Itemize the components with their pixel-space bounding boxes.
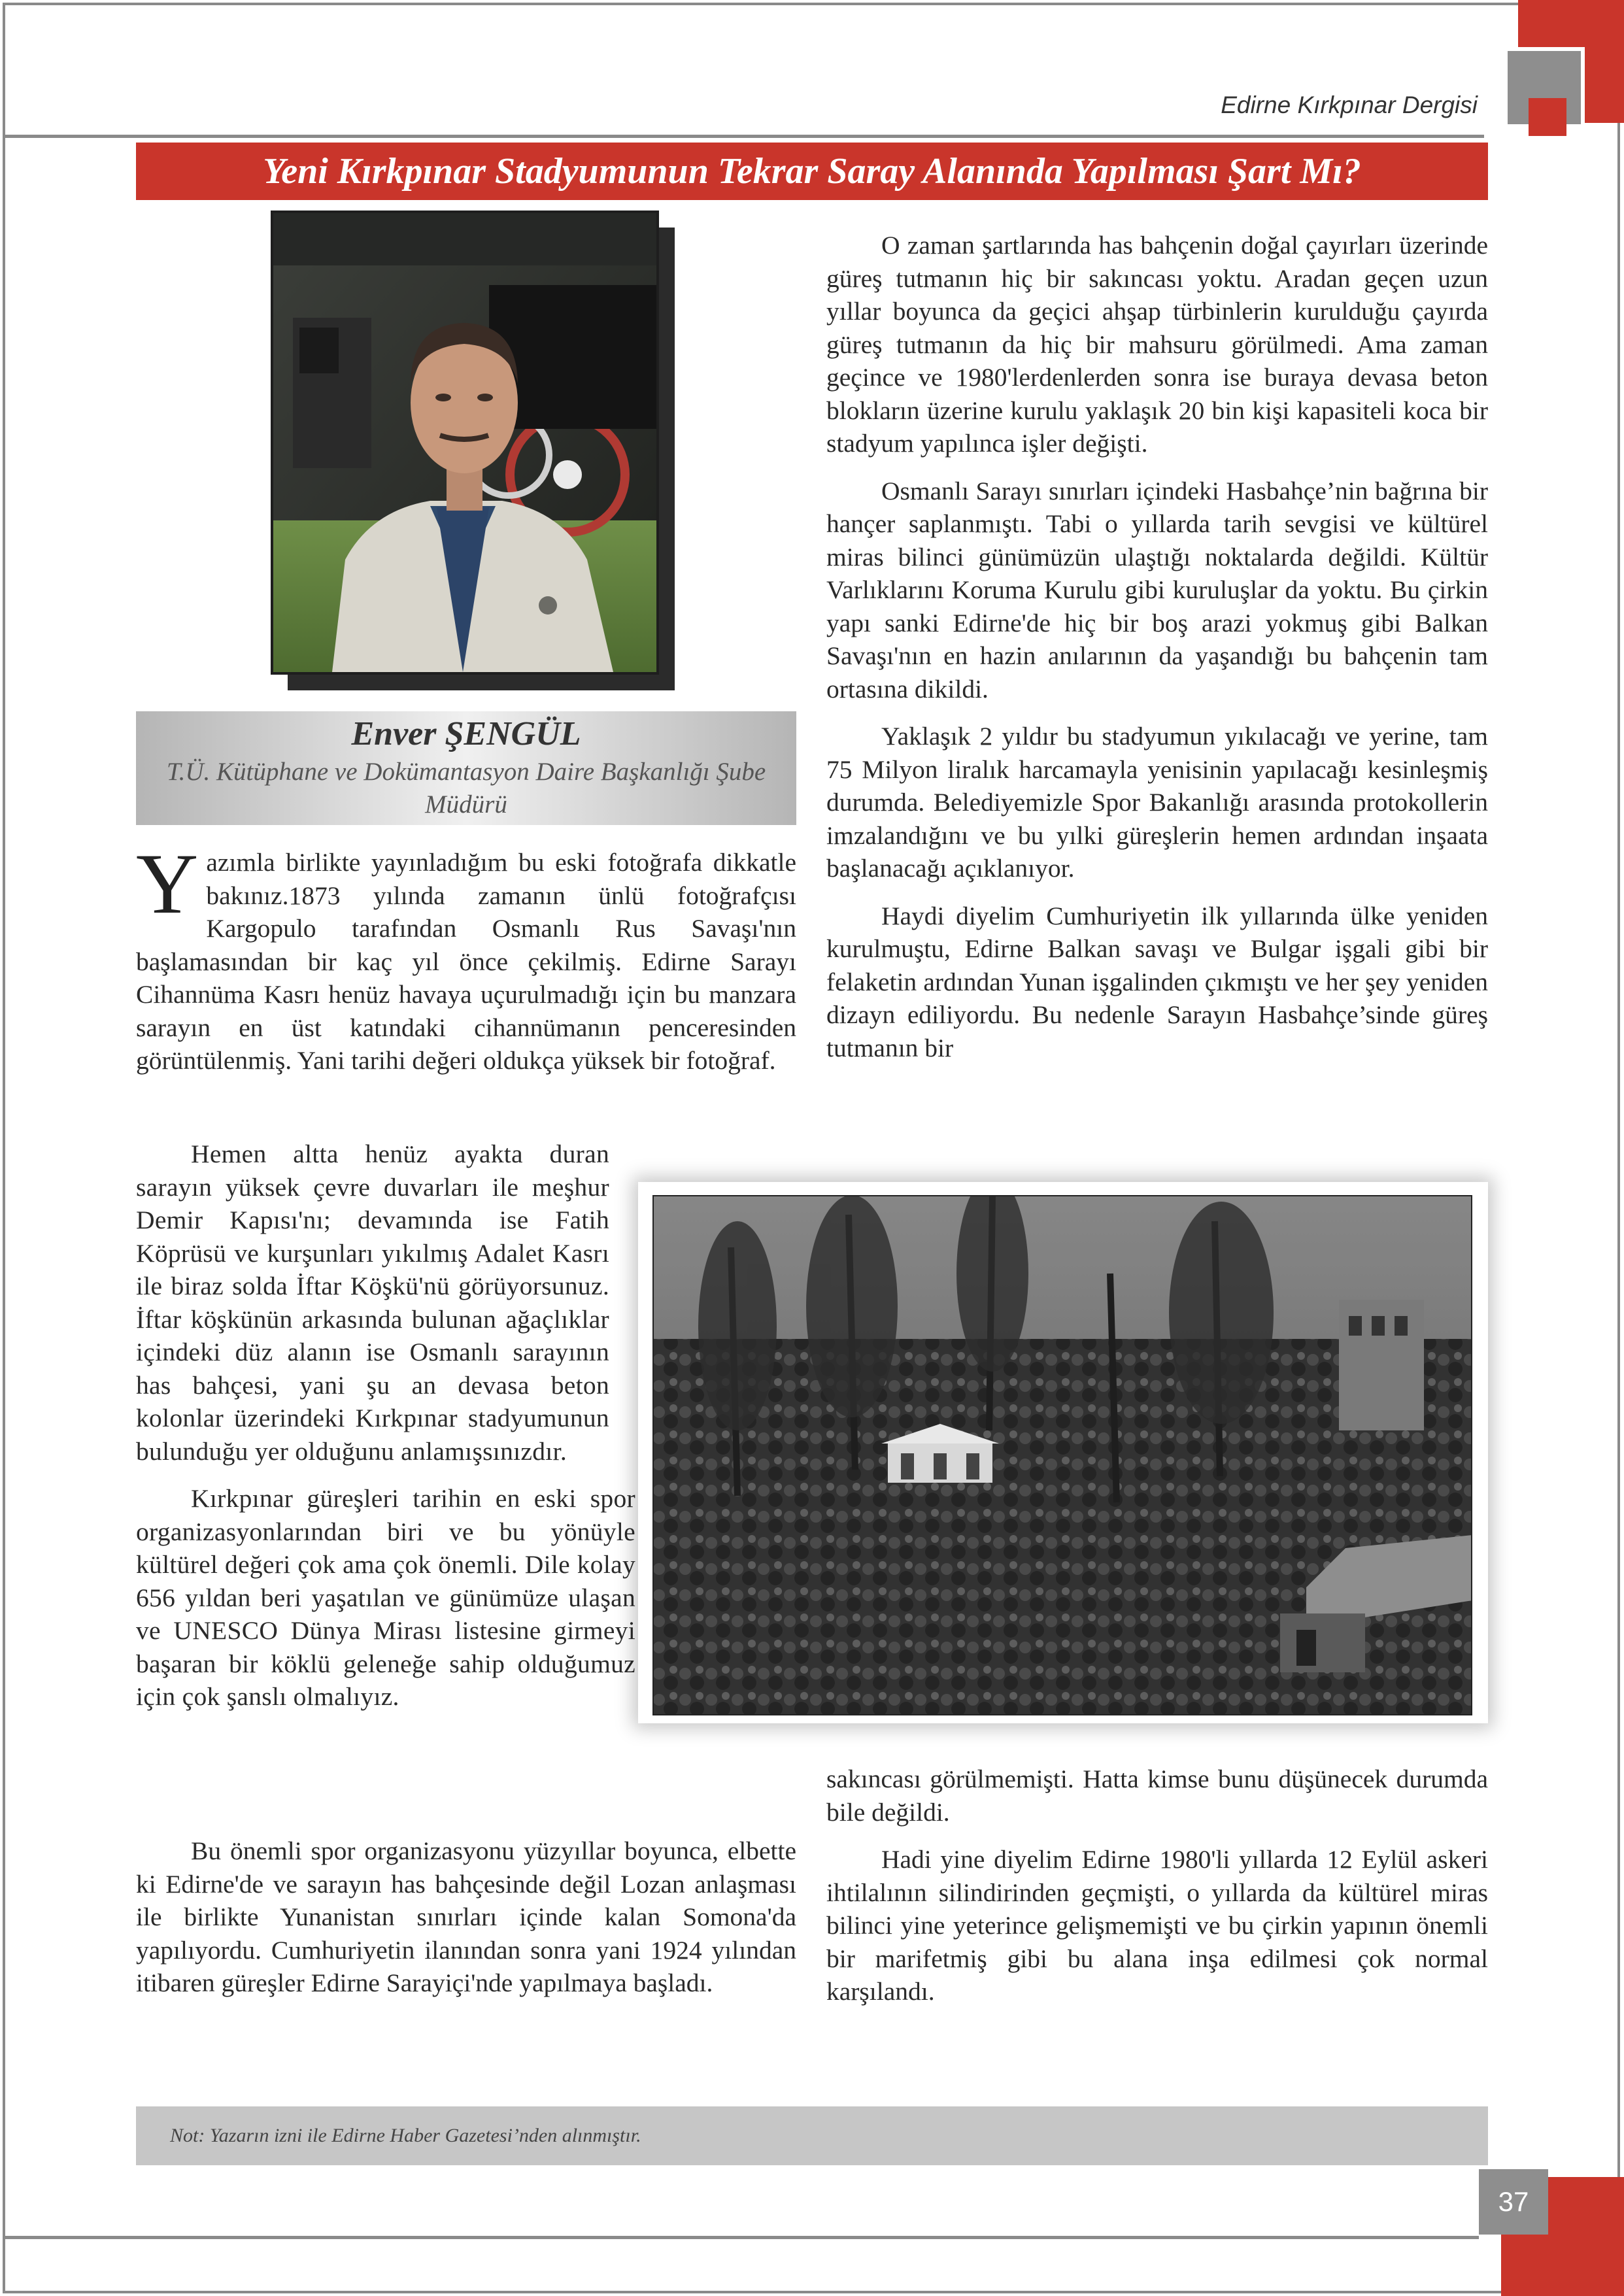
right-paragraph-2: Osmanlı Sarayı sınırları içindeki Hasbahçe’nin bağrına bir hançer saplanmıştı. Tabi o yıllarda tarih sevgisi ve kültürel miras bilinci günümüzün ulaştığı noktalarda değildi. Kültür Varlıklarını Koruma Kurulu gibi kuruluşlar da yoktu. Bu çirkin yapı sanki Edirne'de hiç bir boş arazi yokmuş gibi Balkan Savaşı'nın en hazin anılarının da yaşandığı bu bahçenin tam ortasına dikildi. xyxy=(826,476,1488,703)
paragraph-3: Kırkpınar güreşleri tarihin en eski spor organizasyonlarından biri ve bu yönüyle kültürel değeri çok ama çok önemli. Dile kolay 656 yıldan beri yaşatılan ve günümüze ulaşan ve UNESCO Dünya Mirası listesine girmeyi başaran bir köklü geleneğe sahip olduğumuz için çok şanslı olmalıyız. xyxy=(136,1484,635,1711)
magazine-name: Edirne Kırkpınar Dergisi xyxy=(1221,92,1478,118)
right-column-bottom xyxy=(826,1763,1488,2023)
right-column-top xyxy=(826,229,1488,1079)
article-title: Yeni Kırkpınar Stadyumunun Tekrar Saray Alanında Yapılması Şart Mı? xyxy=(136,143,1488,200)
source-note: Not: Yazarın izni ile Edirne Haber Gazetesi’nden alınmıştır. xyxy=(136,2106,1488,2165)
author-name: Enver ŞENGÜL xyxy=(351,715,581,752)
right-paragraph-6: Hadi yine diyelim Edirne 1980'li yıllarda 12 Eylül askeri ihtilalının silindirinden geçmişti, o yıllarda da kültürel miras bilinci yine yeterince gelişmemişti ve bu çirkin yapının önemli bir marifetmiş gibi bu alana inşa edilmesi çok normal karşılandı. xyxy=(826,1845,1488,2006)
author-info-box xyxy=(136,711,796,825)
right-paragraph-4: Haydi diyelim Cumhuriyetin ilk yıllarında ülke yeniden kurulmuştu, Edirne Balkan savaşı ve Bulgar işgali gibi bir felaketin ardından Yunan işgalinden çıkmıştı ve her şey yeniden dizayn ediliyordu. Bu nedenle Sarayın Hasbahçe’sinde güreş tutmanın bir xyxy=(826,901,1488,1062)
right-paragraph-1: O zaman şartlarında has bahçenin doğal çayırları üzerinde güreş tutmanın hiç bir sakıncası yoktu. Aradan geçen uzun yıllar boyunca da geçici ahşap türbinlerin kurulduğu çayırda güreş tutmanın da hiç bir mahsuru görülmedi. Ama zaman geçince ve 1980'lerdenlerden sonra ise buraya devasa beton blokların üzerine kurulu yaklaşık 20 bin kişi kapasiteli koca bir stadyum yapılınca işler değişti. xyxy=(826,231,1488,458)
paragraph-1-text: azımla birlikte yayınladığım bu eski fotoğrafa dikkatle bakınız.1873 yılında zamanın ünlü fotoğrafçısı Kargopulo tarafından Osmanlı Rus Savaşı'nın başlamasından bir kaç yıl önce çekilmiş. Edirne Sarayı Cihannüma Kasrı henüz havaya uçurulmadığı için bu manzara sarayın en üst katındaki cihannümanın penceresinden görüntülenmiş. Yani tarihi değeri oldukça yüksek bir fotoğraf. xyxy=(136,848,796,1075)
header-red-small-square xyxy=(1529,98,1566,136)
left-column-narrow xyxy=(136,1138,635,1728)
right-paragraph-3: Yaklaşık 2 yıldır bu stadyumun yıkılacağı ve yerine, tam 75 Milyon liralık harcamayla yenisinin yapılacağı kesinleşmiş durumda. Belediyemizle Spor Bakanlığı arasında protokollerin imzalandığını ve bu yılki güreşlerin hemen ardından inşaata başlanacağı açıklanıyor. xyxy=(826,722,1488,883)
right-paragraph-5: sakıncası görülmemişti. Hatta kimse bunu düşünecek durumda bile değildi. xyxy=(826,1764,1488,1827)
historic-photo xyxy=(652,1195,1472,1715)
author-title: T.Ü. Kütüphane ve Dokümantasyon Daire Başkanlığı Şube Müdürü xyxy=(166,758,766,819)
footer-rule xyxy=(5,2236,1479,2239)
left-column-top xyxy=(136,836,796,1092)
left-column-bottom xyxy=(136,1834,796,2014)
drop-cap: Y xyxy=(136,836,199,932)
author-photo xyxy=(271,211,659,675)
page-number: 37 xyxy=(1479,2169,1548,2235)
paragraph-1 xyxy=(136,836,796,1077)
paragraph-4: Bu önemli spor organizasyonu yüzyıllar boyunca, elbette ki Edirne'de ve sarayın has bahçesinde değil Lozan anlaşması ile birlikte Yunanistan sınırları içinde kalan Somona'da yapılıyordu. Cumhuriyetin ilanından sonra yani 1924 yılından itibaren güreşler Edirne Sarayiçi'nde yapılmaya başladı. xyxy=(136,1836,796,1997)
paragraph-2: Hemen altta henüz ayakta duran sarayın yüksek çevre duvarları ile meşhur Demir Kapısı'nı; devamında ise Fatih Köprüsü ve kurşunları yıkılmış Adalet Kasrı ile biraz solda İftar Köşkü'nü görüyorsunuz. İftar köşkünün arkasında bulunan ağaçlıklar içindeki düz alanın ise Osmanlı sarayının has bahçesi, yani şu an devasa beton kolonlar üzerindeki Kırkpınar stadyumunun bulunduğu yer olduğunu anlamışsınızdır. xyxy=(136,1140,609,1466)
header-rule xyxy=(5,135,1484,138)
